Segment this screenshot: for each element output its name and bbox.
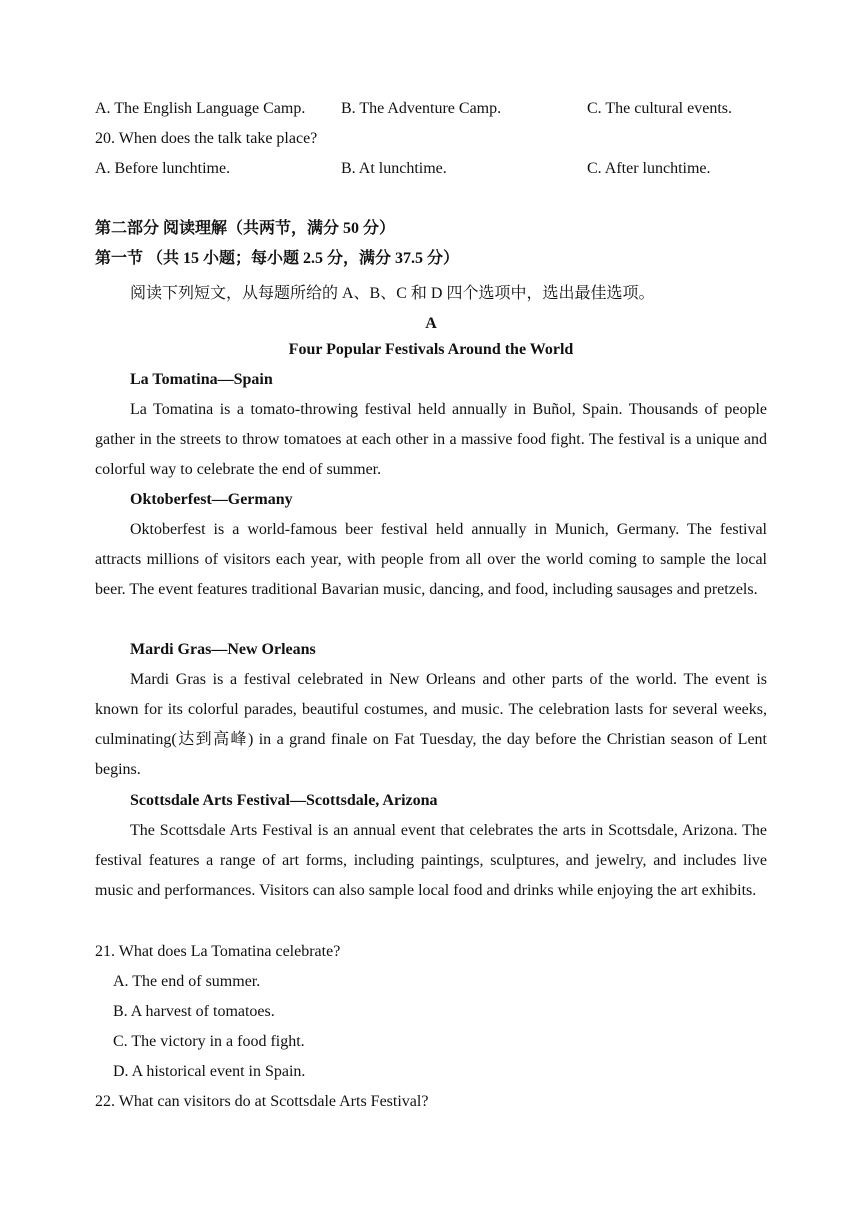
passage-letter: A <box>425 315 437 332</box>
q20-option-a: A. Before lunchtime. <box>95 160 231 177</box>
festival-body-text: Mardi Gras is a festival celebrated in New Orleans and other parts of the world. The event is known for its colorful parades, beautiful costumes, and music. The celebration lasts for several weeks, culminating(达到高峰) in a grand finale on Fat Tuesday, the day before the Christian season of Lent begins. <box>95 671 767 778</box>
q21-stem: 21. What does La Tomatina celebrate? <box>95 943 341 960</box>
q20-options <box>95 159 767 179</box>
festival-body-text: Oktoberfest is a world-famous beer festival held annually in Munich, Germany. The festival attracts millions of visitors each year, with people from all over the world coming to sample the local beer. The event features traditional Bavarian music, dancing, and food, including sausages and pretzels. <box>95 521 767 598</box>
q19-option-b: B. The Adventure Camp. <box>341 100 502 117</box>
q22-stem: 22. What can visitors do at Scottsdale Arts Festival? <box>95 1093 429 1110</box>
q19-option-a: A. The English Language Camp. <box>95 100 306 117</box>
passage-title: Four Popular Festivals Around the World <box>288 341 574 358</box>
q21-option-d: D. A historical event in Spain. <box>113 1063 306 1080</box>
festival-body-text: The Scottsdale Arts Festival is an annual event that celebrates the arts in Scottsdale, Arizona. The festival features a range of art forms, including paintings, sculptures, and jewelry, and includes live music and performances. Visitors can also sample local food and drinks while enjoying the art exhibits. <box>95 822 767 899</box>
festival-body-text: La Tomatina is a tomato-throwing festival held annually in Buñol, Spain. Thousands of people gather in the streets to throw tomatoes at each other in a massive food fight. The festival is a unique and colorful way to celebrate the end of summer. <box>95 401 767 478</box>
part2-heading: 第二部分 阅读理解（共两节，满分 50 分） <box>95 220 396 237</box>
q21-option-a: A. The end of summer. <box>113 973 261 990</box>
instruction: 阅读下列短文，从每题所给的 A、B、C 和 D 四个选项中，选出最佳选项。 <box>130 285 655 302</box>
festival-body <box>95 665 767 785</box>
festival-body <box>95 395 767 485</box>
q21-option-c: C. The victory in a food fight. <box>113 1033 305 1050</box>
q21-option-b: B. A harvest of tomatoes. <box>113 1003 275 1020</box>
festival-heading: Scottsdale Arts Festival—Scottsdale, Arizona <box>130 792 438 809</box>
festival-heading: Mardi Gras—New Orleans <box>130 641 316 658</box>
q19-options <box>95 99 767 119</box>
q20-stem: 20. When does the talk take place? <box>95 130 318 147</box>
festival-heading: La Tomatina—Spain <box>130 371 273 388</box>
q19-option-c: C. The cultural events. <box>587 100 732 117</box>
festival-body <box>95 515 767 605</box>
section1-heading: 第一节 （共 15 小题；每小题 2.5 分，满分 37.5 分） <box>95 250 460 267</box>
festival-heading: Oktoberfest—Germany <box>130 491 293 508</box>
q20-option-c: C. After lunchtime. <box>587 160 711 177</box>
q20-option-b: B. At lunchtime. <box>341 160 447 177</box>
festival-body <box>95 816 767 906</box>
